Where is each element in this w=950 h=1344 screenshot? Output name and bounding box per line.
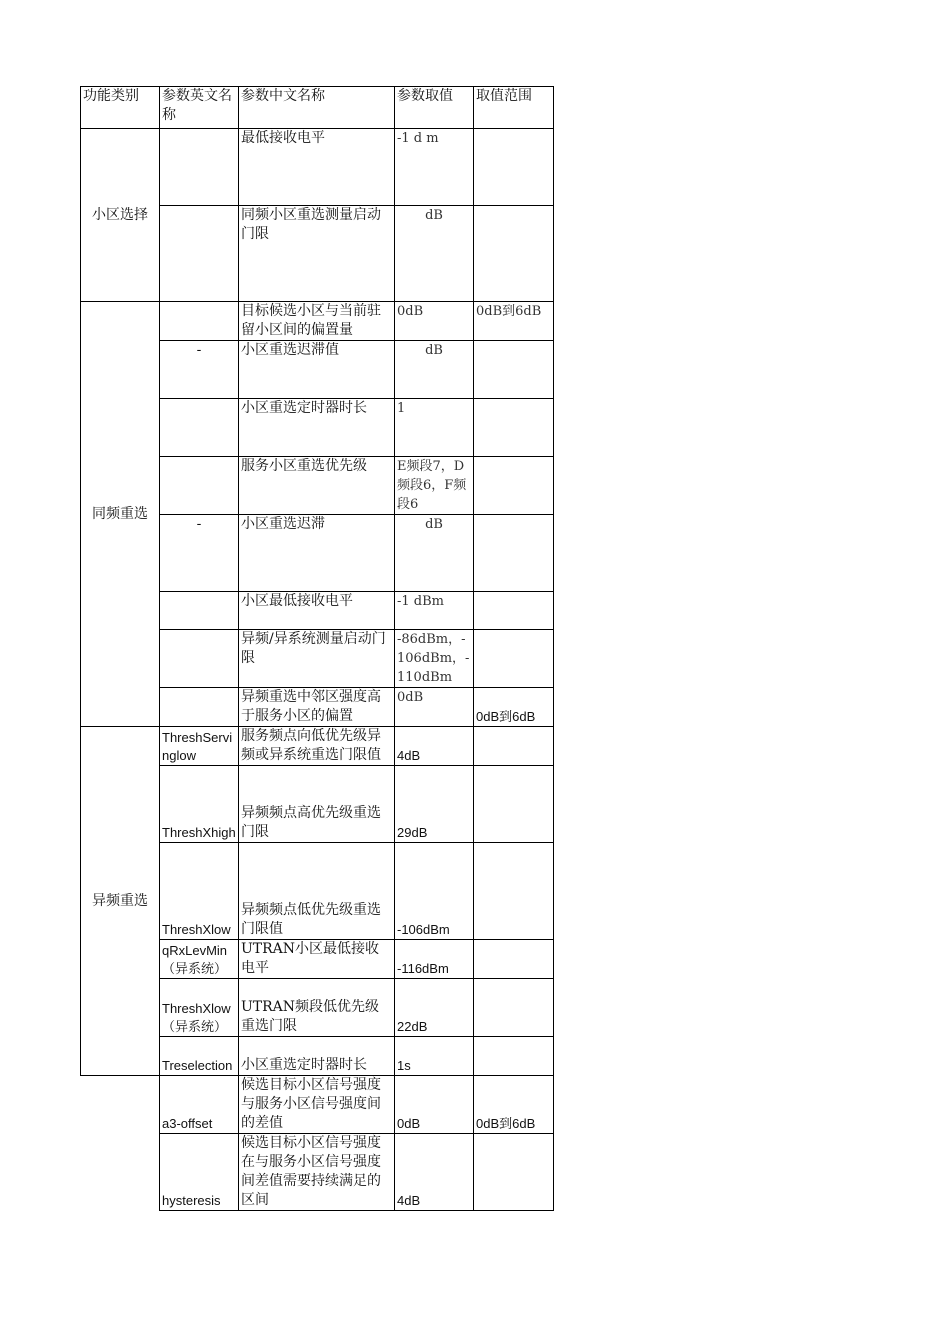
parameter-table xyxy=(80,86,554,1211)
header-english-name: 参数英文名称 xyxy=(160,87,239,129)
param-chinese: 小区重选定时器时长 xyxy=(239,1037,395,1076)
param-english xyxy=(160,302,239,341)
param-range xyxy=(474,341,554,399)
param-value: -86dBm，-106dBm，-110dBm xyxy=(395,630,474,688)
param-english: ThreshXlow（异系统） xyxy=(160,979,239,1037)
param-value: 29dB xyxy=(395,766,474,843)
table-row xyxy=(81,727,554,766)
param-range xyxy=(474,979,554,1037)
param-value: -1 dBm xyxy=(395,592,474,630)
param-range xyxy=(474,727,554,766)
param-chinese: 候选目标小区信号强度在与服务小区信号强度间差值需要持续满足的区间 xyxy=(239,1134,395,1211)
param-range xyxy=(474,940,554,979)
category-cell: 同频重选 xyxy=(81,302,160,727)
param-value: 0dB xyxy=(395,1076,474,1134)
param-chinese: 小区重选迟滞 xyxy=(239,515,395,592)
param-english xyxy=(160,457,239,515)
param-english xyxy=(160,688,239,727)
table-row xyxy=(81,129,554,206)
param-english: - xyxy=(160,515,239,592)
param-value: 1 xyxy=(395,399,474,457)
param-range xyxy=(474,515,554,592)
param-range xyxy=(474,592,554,630)
param-range: 0dB到6dB xyxy=(474,302,554,341)
header-row xyxy=(81,87,554,129)
param-range xyxy=(474,1134,554,1211)
param-value: -106dBm xyxy=(395,843,474,940)
param-chinese: UTRAN频段低优先级重选门限 xyxy=(239,979,395,1037)
param-english xyxy=(160,592,239,630)
param-value: E频段7，D频段6，F频段6 xyxy=(395,457,474,515)
param-value: 4dB xyxy=(395,1134,474,1211)
param-english: Treselection xyxy=(160,1037,239,1076)
param-range xyxy=(474,457,554,515)
param-chinese: 异频重选中邻区强度高于服务小区的偏置 xyxy=(239,688,395,727)
param-chinese: 小区最低接收电平 xyxy=(239,592,395,630)
param-chinese: 异频频点高优先级重选门限 xyxy=(239,766,395,843)
param-english: ThreshServinglow xyxy=(160,727,239,766)
param-chinese: 小区重选迟滞值 xyxy=(239,341,395,399)
param-chinese: 候选目标小区信号强度与服务小区信号强度间的差值 xyxy=(239,1076,395,1134)
param-english xyxy=(160,630,239,688)
param-range xyxy=(474,630,554,688)
category-cell: 小区选择 xyxy=(81,129,160,302)
param-value: 0dB xyxy=(395,688,474,727)
param-range xyxy=(474,766,554,843)
param-value: -116dBm xyxy=(395,940,474,979)
param-chinese: 异频/异系统测量启动门限 xyxy=(239,630,395,688)
param-chinese: 异频频点低优先级重选门限值 xyxy=(239,843,395,940)
param-chinese: 服务小区重选优先级 xyxy=(239,457,395,515)
param-range xyxy=(474,843,554,940)
param-english: qRxLevMin（异系统） xyxy=(160,940,239,979)
param-chinese: 服务频点向低优先级异频或异系统重选门限值 xyxy=(239,727,395,766)
param-value: 4dB xyxy=(395,727,474,766)
param-english xyxy=(160,129,239,206)
param-value: 0dB xyxy=(395,302,474,341)
param-value: dB xyxy=(395,515,474,592)
param-range xyxy=(474,206,554,302)
header-range: 取值范围 xyxy=(474,87,554,129)
param-english: ThreshXlow xyxy=(160,843,239,940)
param-english xyxy=(160,399,239,457)
param-english: ThreshXhigh xyxy=(160,766,239,843)
param-english xyxy=(160,206,239,302)
table-row xyxy=(81,1076,554,1134)
param-range xyxy=(474,399,554,457)
param-english: hysteresis xyxy=(160,1134,239,1211)
param-value: 22dB xyxy=(395,979,474,1037)
param-chinese: 同频小区重选测量启动门限 xyxy=(239,206,395,302)
param-english: - xyxy=(160,341,239,399)
header-value: 参数取值 xyxy=(395,87,474,129)
param-chinese: UTRAN小区最低接收电平 xyxy=(239,940,395,979)
param-english: a3-offset xyxy=(160,1076,239,1134)
header-category: 功能类别 xyxy=(81,87,160,129)
param-value: -1 d m xyxy=(395,129,474,206)
category-cell: 异频重选 xyxy=(81,727,160,1076)
param-range xyxy=(474,129,554,206)
param-value: dB xyxy=(395,341,474,399)
param-chinese: 最低接收电平 xyxy=(239,129,395,206)
header-chinese-name: 参数中文名称 xyxy=(239,87,395,129)
category-cell xyxy=(81,1076,160,1211)
param-range xyxy=(474,1037,554,1076)
param-chinese: 小区重选定时器时长 xyxy=(239,399,395,457)
param-value: 1s xyxy=(395,1037,474,1076)
param-chinese: 目标候选小区与当前驻留小区间的偏置量 xyxy=(239,302,395,341)
param-value: dB xyxy=(395,206,474,302)
table-row xyxy=(81,302,554,341)
param-range: 0dB到6dB xyxy=(474,1076,554,1134)
param-range: 0dB到6dB xyxy=(474,688,554,727)
